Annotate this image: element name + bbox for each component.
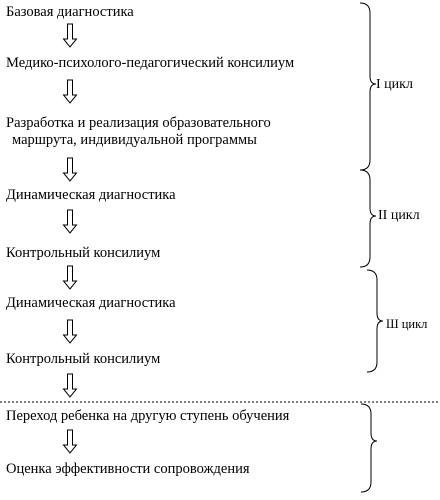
step-dynamic-diagnostics-2: Динамическая диагностика	[6, 295, 176, 311]
brace-cycle-2	[360, 170, 376, 267]
brace-final	[361, 404, 377, 492]
down-arrow-icon	[64, 374, 77, 397]
brace-cycle-3	[367, 270, 383, 372]
down-arrow-icon	[64, 158, 77, 181]
step-council: Медико-психолого-педагогический консилиум	[6, 55, 295, 71]
step-basic-diagnostics: Базовая диагностика	[6, 4, 134, 20]
down-arrows	[64, 24, 77, 453]
step-route-line-2: маршрута, индивидуальной программы	[12, 132, 257, 148]
down-arrow-icon	[64, 210, 77, 233]
cycle-3-label: Ш цикл	[386, 317, 428, 331]
step-transition: Переход ребенка на другую ступень обучения	[6, 408, 290, 424]
cycle-braces	[360, 3, 383, 492]
brace-cycle-1	[360, 3, 376, 170]
cycle-2-label: II цикл	[378, 208, 420, 223]
step-dynamic-diagnostics-1: Динамическая диагностика	[6, 187, 176, 203]
step-route-line-1: Разработка и реализация образовательного	[6, 115, 271, 131]
cycle-1-label: I цикл	[376, 77, 413, 92]
step-control-council-1: Контрольный консилиум	[6, 245, 161, 261]
down-arrow-icon	[64, 320, 77, 343]
down-arrow-icon	[64, 430, 77, 453]
down-arrow-icon	[64, 80, 77, 103]
down-arrow-icon	[64, 266, 77, 289]
step-control-council-2: Контрольный консилиум	[6, 351, 161, 367]
step-evaluation: Оценка эффективности сопровождения	[6, 461, 250, 477]
down-arrow-icon	[64, 24, 77, 47]
